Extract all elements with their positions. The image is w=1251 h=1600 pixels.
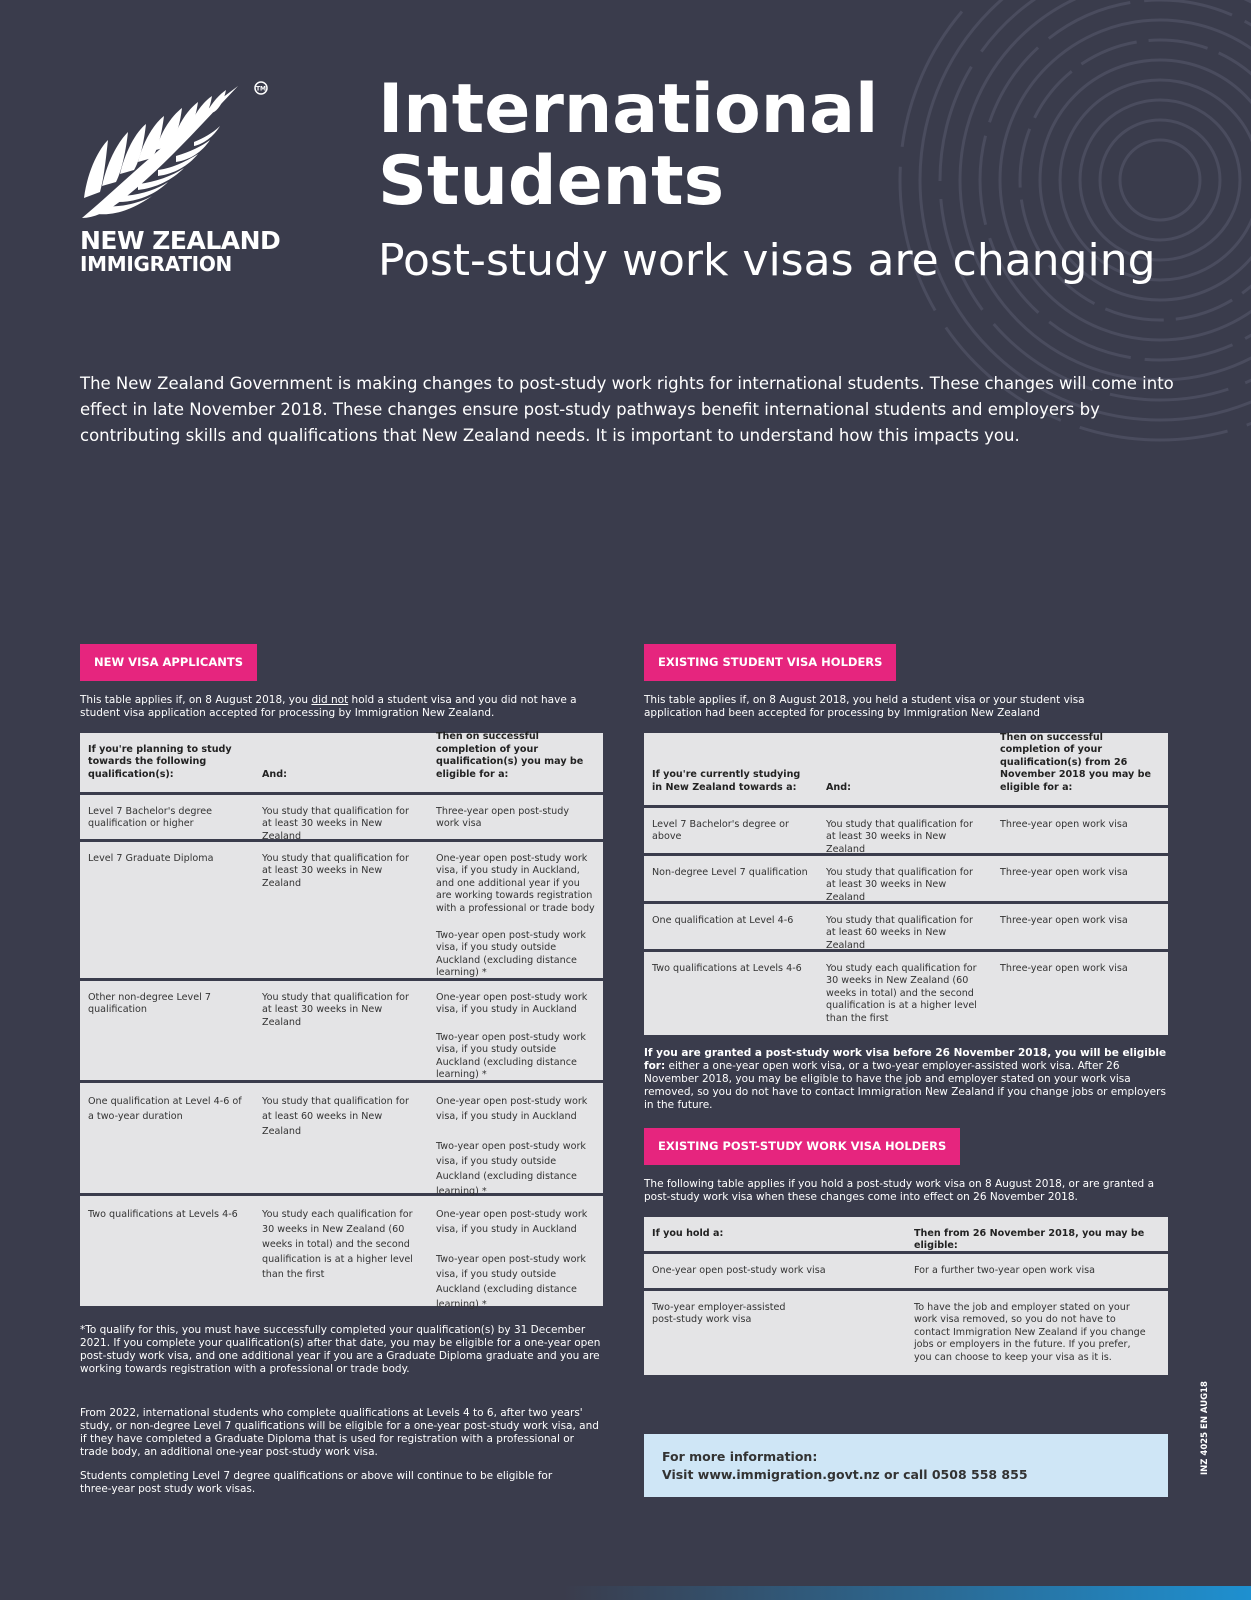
existing-student-after: [644, 1047, 1172, 1112]
new-applicants-table: [80, 733, 603, 1309]
eligibility-text: Two-year open post-study work visa, if you study outside Auckland (excluding distance learning) *: [436, 1031, 586, 1081]
eligibility-text: One-year open post-study work visa, if you study in Auckland: [436, 1209, 588, 1235]
table-row: [644, 1291, 1168, 1375]
after-rest: either a one-year open work visa, or a two-year employer-assisted work visa. After 26 November 2018, you may be eligible to have the job and employer stated on your work visa removed, so you do not have to contact Immigration New Zealand if you change jobs or employers in the future.: [644, 1060, 1166, 1111]
trademark-mark: TM: [255, 85, 267, 93]
title-line1: International: [378, 70, 879, 149]
qualification-cell: Two qualifications at Levels 4-6: [88, 1209, 238, 1220]
info-line1: For more information:: [662, 1449, 818, 1464]
header-cell: Then from 26 November 2018, you may be eligible:: [914, 1228, 1145, 1252]
eligibility-cell: For a further two-year open work visa: [914, 1265, 1095, 1276]
qualification-cell: Non-degree Level 7 qualification: [652, 867, 808, 878]
header-cell: If you're currently studying in New Zealand towards a:: [652, 769, 801, 793]
info-line2: Visit www.immigration.govt.nz or call 0508 558 855: [662, 1467, 1028, 1482]
qualification-cell: One qualification at Level 4-6 of a two-year duration: [88, 1096, 242, 1122]
hold-cell: Two-year employer-assisted post-study work visa: [652, 1302, 786, 1326]
table-row: [644, 856, 1168, 901]
note-pre: This table applies if, on 8 August 2018, you: [80, 694, 312, 706]
eligibility-text: One-year open post-study work visa, if you study in Auckland: [436, 1096, 588, 1122]
intro-paragraph: The New Zealand Government is making changes to post-study work rights for international students. These changes will come into effect in late November 2018. These changes ensure post-study pathways benefit international students and employers by contributing skills and qualifications that New Zealand needs. It is important to understand how this impacts you.: [80, 374, 1174, 445]
note-post: hold a student visa and you did not have a student visa application accepted for processing by Immigration New Zealand.: [80, 694, 577, 719]
brand-line1: NEW ZEALAND: [80, 226, 281, 255]
condition-cell: You study that qualification for at least 60 weeks in New Zealand: [262, 1096, 409, 1137]
header-cell: Then on successful completion of your qualification(s) you may be eligible for a:: [436, 731, 584, 780]
table-row: [80, 842, 603, 978]
header-cell: And:: [262, 768, 287, 780]
eligibility-text: Three-year open post-study work visa: [436, 806, 570, 830]
header-cell: If you hold a:: [652, 1228, 724, 1239]
table-row: [644, 1254, 1168, 1288]
brand-line2: IMMIGRATION: [80, 252, 232, 277]
page-subtitle: Post-study work visas are changing: [378, 235, 1156, 286]
header-cell: And:: [826, 781, 851, 793]
eligibility-cell: Three-year open work visa: [1000, 963, 1128, 974]
condition-cell: You study that qualification for at least 30 weeks in New Zealand: [262, 853, 409, 889]
existing-student-table: [644, 733, 1168, 1038]
eligibility-cell: [428, 1083, 603, 1197]
condition-cell: You study that qualification for at least 30 weeks in New Zealand: [826, 867, 973, 903]
existing-student-note: This table applies if, on 8 August 2018, you held a student visa or your student visa application had been accepted for processing by Immigration New Zealand: [644, 694, 1085, 719]
existing-psw-heading: EXISTING POST-STUDY WORK VISA HOLDERS: [644, 1128, 960, 1165]
note-emphasis: did not: [311, 694, 349, 706]
bottom-bar: [0, 1586, 1251, 1600]
table-row: [644, 952, 1168, 1035]
eligibility-text: Two-year open post-study work visa, if you study outside Auckland (excluding distance learning) *: [436, 930, 586, 979]
header-cell: Then on successful completion of your qualification(s) from 26 November 2018 you may be eligible for a:: [1000, 731, 1152, 793]
condition-cell: You study that qualification for at least 30 weeks in New Zealand: [826, 819, 973, 855]
qualification-cell: Level 7 Bachelor's degree qualification or higher: [88, 806, 213, 830]
page-title: [378, 70, 879, 221]
brand-wordmark: [80, 228, 280, 275]
eligibility-text: One-year open post-study work visa, if you study in Auckland: [436, 992, 588, 1016]
eligibility-cell: [428, 795, 603, 839]
document-code: INZ 4025 EN AUG18: [1200, 1381, 1210, 1475]
table-row: [644, 808, 1168, 853]
existing-psw-table: [644, 1217, 1168, 1378]
table-row: [80, 795, 603, 842]
new-applicants-heading: NEW VISA APPLICANTS: [80, 644, 257, 681]
header-cell: If you're planning to study towards the following qualification(s):: [88, 743, 232, 780]
eligibility-cell: Three-year open work visa: [1000, 819, 1128, 830]
qualification-cell: Level 7 Graduate Diploma: [88, 853, 214, 864]
table-header-row: [80, 733, 603, 792]
eligibility-cell: Three-year open work visa: [1000, 867, 1128, 878]
table-row: [80, 1196, 603, 1310]
condition-cell: You study that qualification for at least 60 weeks in New Zealand: [826, 915, 973, 951]
paragraph-level7: Students completing Level 7 degree qualifications or above will continue to be eligible for three-year post study work visas.: [80, 1470, 553, 1495]
table-header-row: [644, 733, 1168, 805]
title-line2: Students: [378, 142, 725, 221]
condition-cell: You study each qualification for 30 weeks in New Zealand (60 weeks in total) and the second qualification is at a higher level than the first: [826, 963, 977, 1024]
table-header-row: [644, 1217, 1168, 1251]
hold-cell: One-year open post-study work visa: [652, 1265, 826, 1276]
eligibility-cell: Three-year open work visa: [1000, 915, 1128, 926]
after-bold: If you are granted a post-study work visa before 26 November 2018, you will be eligible for:: [644, 1047, 1167, 1072]
eligibility-text: Two-year open post-study work visa, if you study outside Auckland (excluding distance learning) *: [436, 1141, 586, 1197]
condition-cell: You study that qualification for at least 30 weeks in New Zealand: [262, 992, 409, 1028]
more-info-box: [644, 1434, 1168, 1497]
qualification-cell: One qualification at Level 4-6: [652, 915, 794, 926]
qualification-cell: Two qualifications at Levels 4-6: [652, 963, 802, 974]
table-row: [80, 1083, 603, 1197]
eligibility-text: One-year open post-study work visa, if you study in Auckland, and one additional year if you are working towards registration with a professional or trade body: [436, 853, 595, 914]
eligibility-text: Two-year open post-study work visa, if you study outside Auckland (excluding distance learning) *: [436, 1254, 586, 1310]
eligibility-cell: To have the job and employer stated on your work visa removed, so you do not have to contact Immigration New Zealand if you change jobs or employers in the future. If you prefer, you can choose to keep your visa as it is.: [914, 1302, 1146, 1363]
existing-psw-note: The following table applies if you hold a post-study work visa on 8 August 2018, or are granted a post-study work visa when these changes come into effect on 26 November 2018.: [644, 1178, 1154, 1203]
table-row: [80, 981, 603, 1080]
condition-cell: You study each qualification for 30 weeks in New Zealand (60 weeks in total) and the second qualification is at a higher level than the first: [262, 1209, 413, 1280]
existing-student-heading: EXISTING STUDENT VISA HOLDERS: [644, 644, 896, 681]
eligibility-cell: [428, 842, 603, 978]
new-applicants-note: [80, 694, 580, 720]
paragraph-2022: From 2022, international students who complete qualifications at Levels 4 to 6, after two years' study, or non-degree Level 7 qualifications will be eligible for a one-year post-study work visa, and if they have completed a Graduate Diploma that is used for registration with a professional or trade body, an additional one-year post-study work visa.: [80, 1407, 599, 1458]
table-row: [644, 904, 1168, 949]
condition-cell: You study that qualification for at least 30 weeks in New Zealand: [262, 806, 409, 842]
footnote: *To qualify for this, you must have successfully completed your qualification(s) by 31 December 2021. If you complete your qualification(s) after that date, you may be eligible for a one-year open post-study work visa, and one additional year if you are a Graduate Diploma graduate and you are working towards registration with a professional or trade body.: [80, 1324, 601, 1375]
eligibility-cell: [428, 981, 603, 1080]
eligibility-cell: [428, 1196, 603, 1310]
qualification-cell: Other non-degree Level 7 qualification: [88, 992, 211, 1016]
qualification-cell: Level 7 Bachelor's degree or above: [652, 819, 789, 843]
